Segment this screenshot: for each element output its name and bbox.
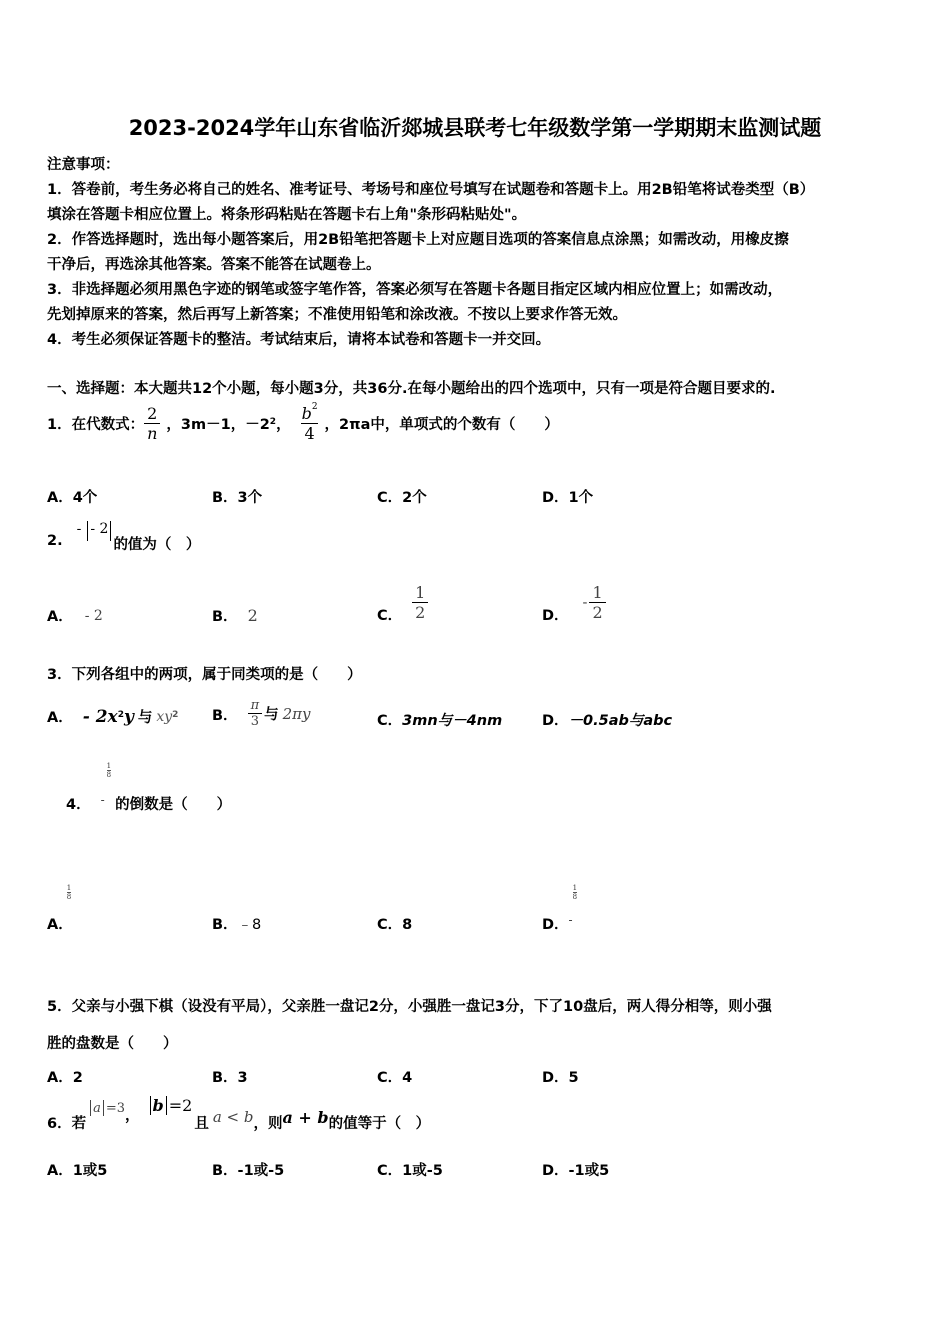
q5-option-a: A．2 — [47, 1070, 83, 1086]
q4-d-label: D． — [542, 917, 569, 933]
q4-b-value: ﹣8 — [237, 917, 262, 933]
q4-a-num: 1 — [66, 884, 72, 892]
q2-option-d — [542, 580, 606, 625]
q3-a-with: 与 — [137, 710, 153, 726]
question-5-line-1: 5．父亲与小强下棋（设没有平局），父亲胜一盘记2分，小强胜一盘记3分，下了10盘后，两人得分相等，则小强 — [47, 999, 772, 1015]
q4-a-label: A． — [47, 917, 73, 933]
q6-inequality: a < b — [212, 1108, 254, 1126]
q6-eq3: =3 — [105, 1100, 126, 1116]
q2-d-den: 2 — [589, 602, 605, 622]
q3-b-den: 3 — [248, 713, 262, 729]
q6-option-b: B．-1或-5 — [212, 1163, 285, 1179]
q3-option-b — [212, 698, 311, 729]
q3-option-a — [47, 706, 178, 727]
q1-mid: ，3m－1，－2 — [166, 417, 270, 433]
q3-b-num: π — [250, 698, 260, 713]
notice-line: 3．非选择题必须用黑色字迹的钢笔或签字笔作答，答案必须写在答题卡各题目指定区域内相应位置上；如需改动， — [47, 282, 783, 298]
q4-num: 4． — [66, 797, 91, 813]
q6-abs-b-bar-right — [166, 1096, 167, 1115]
q2-abs-bar-left — [87, 521, 88, 541]
page-title: 2023-2024学年山东省临沂郯城县联考七年级数学第一学期期末监测试题 — [128, 116, 822, 140]
q6-sum: a + b — [282, 1108, 329, 1127]
q3-b-with: 与 — [264, 707, 279, 723]
q6-prefix: 6．若 — [47, 1116, 87, 1132]
q1-f2-num-sup: 2 — [311, 402, 318, 412]
notice-line: 填涂在答题卡相应位置上。将条形码粘贴在答题卡右上角"条形码粘贴处"。 — [47, 207, 527, 223]
q3-b-label: B． — [212, 708, 238, 724]
question-6 — [47, 1096, 431, 1133]
q2-c-den: 2 — [412, 602, 428, 622]
q6-abs-a — [88, 1100, 125, 1116]
notice-line: 先划掉原来的答案，然后再写上新答案；不准使用铅笔和涂改液。不按以上要求作答无效。 — [47, 307, 627, 323]
notice-heading: 注意事项： — [47, 157, 120, 173]
q4-c-label: C． — [377, 917, 403, 933]
q1-fraction-2-over-n — [144, 404, 160, 443]
q6-and: 且 — [194, 1116, 209, 1132]
q2-option-c — [377, 580, 428, 625]
q2-expr-minus: - — [76, 521, 82, 537]
q4-d-fraction — [573, 884, 577, 901]
notice-line: 1．答卷前，考生务必将自己的姓名、准考证号、考场号和座位号填写在试题卷和答题卡上。用2B铅笔将试卷类型（B） — [47, 182, 815, 198]
section-heading: 一、选择题：本大题共12个小题，每小题3分，共36分.在每小题给出的四个选项中，只有一项是符合题目要求的. — [47, 381, 776, 397]
q2-a-label: A． — [47, 609, 73, 625]
q3-c-text: 3mn与－4nm — [402, 713, 503, 729]
question-4 — [66, 762, 231, 814]
q2-num: 2. — [47, 533, 63, 549]
q3-b-fraction — [248, 698, 263, 729]
q2-c-num: 1 — [415, 583, 426, 602]
q4-a-den: 8 — [66, 893, 72, 901]
q1-f2-num: b — [301, 404, 312, 423]
q6-abs-a-bar-right — [103, 1100, 104, 1116]
q4-minus: - — [100, 793, 105, 807]
q4-option-a — [47, 884, 71, 934]
q6-abs-a-var: a — [93, 1100, 101, 1116]
q5-option-d: D．5 — [542, 1070, 579, 1086]
q6-comma: ， — [125, 1108, 140, 1124]
q2-a-value: - 2 — [84, 607, 103, 624]
q6-abs-a-bar-left — [90, 1100, 91, 1116]
q2-suffix: 的值为（ ） — [113, 537, 201, 553]
q6-option-a: A．1或5 — [47, 1163, 108, 1179]
q3-d-text: －0.5ab与abc — [568, 713, 673, 729]
q2-b-label: B． — [212, 609, 238, 625]
q3-d-label: D． — [542, 713, 569, 729]
q6-then: ，则 — [253, 1116, 283, 1132]
q3-a-expr1: - 2x — [82, 706, 118, 727]
q3-option-d — [542, 709, 672, 730]
q6-abs-b — [148, 1096, 193, 1115]
q3-a-sup1: 2 — [117, 709, 124, 720]
q2-option-a — [47, 605, 103, 626]
q4-a-fraction — [67, 884, 71, 901]
q4-b-label: B． — [212, 917, 238, 933]
q2-option-b — [212, 605, 258, 626]
notice-line: 4．考生必须保证答题卡的整洁。考试结束后，请将本试卷和答题卡一并交回。 — [47, 332, 551, 348]
q3-b-expr2: 2πy — [282, 704, 311, 723]
q6-suffix: 的值等于（ ） — [328, 1116, 431, 1132]
q1-option-d: D．1个 — [542, 490, 594, 506]
question-3: 3．下列各组中的两项，属于同类项的是（ ） — [47, 667, 362, 683]
q4-d-num: 1 — [572, 884, 578, 892]
q2-d-num: 1 — [592, 583, 603, 602]
q4-c-value: 8 — [402, 917, 413, 933]
q3-c-label: C． — [377, 713, 403, 729]
question-2 — [47, 521, 200, 554]
q2-d-minus: - — [582, 594, 588, 611]
q4-option-c — [377, 913, 412, 934]
q1-option-b: B．3个 — [212, 490, 263, 506]
notice-line: 2．作答选择题时，选出每小题答案后，用2B铅笔把答题卡上对应题目选项的答案信息点涂黑；如需改动，用橡皮擦 — [47, 232, 789, 248]
q4-suffix: 的倒数是（ ） — [115, 797, 232, 813]
q5-option-c: C．4 — [377, 1070, 413, 1086]
q2-b-value: 2 — [247, 606, 258, 625]
q2-c-fraction — [412, 583, 428, 622]
q1-f2-den: 4 — [301, 423, 317, 443]
q1-option-a: A．4个 — [47, 490, 98, 506]
q4-d-den: 8 — [572, 893, 578, 901]
q2-abs-bar-right — [110, 521, 111, 541]
q2-c-label: C． — [377, 608, 403, 624]
q1-option-c: C．2个 — [377, 490, 427, 506]
q4-f-num: 1 — [106, 762, 112, 770]
q1-suffix: ，2πa中，单项式的个数有（ ） — [324, 417, 559, 433]
q2-d-label: D． — [542, 608, 569, 624]
q3-a-expr2: xy — [156, 708, 173, 725]
q5-option-b: B．3 — [212, 1070, 248, 1086]
q3-a-expr1b: y — [123, 706, 134, 727]
q1-fraction-b2-over-4 — [299, 404, 321, 443]
q6-option-c: C．1或-5 — [377, 1163, 443, 1179]
q3-option-c — [377, 709, 502, 730]
notice-line: 干净后，再选涂其他答案。答案不能答在试题卷上。 — [47, 257, 381, 273]
q1-f1-den: n — [144, 423, 160, 443]
q4-d-minus: - — [568, 913, 573, 927]
q1-f1-num: 2 — [147, 404, 158, 423]
question-5-line-2: 胜的盘数是（ ） — [47, 1036, 178, 1052]
q4-fraction — [107, 762, 111, 779]
q3-a-label: A． — [47, 710, 73, 726]
q6-abs-b-var: b — [152, 1096, 164, 1115]
q2-expr-inner: - 2 — [90, 521, 109, 537]
q1-comma: ， — [276, 417, 291, 433]
question-1 — [47, 404, 559, 443]
q2-d-fraction — [589, 583, 605, 622]
q4-f-den: 8 — [106, 771, 112, 779]
q4-option-b — [212, 913, 261, 934]
q6-abs-b-bar-left — [150, 1096, 151, 1115]
q1-mid-sup: 2 — [269, 416, 277, 427]
q1-prefix: 1．在代数式： — [47, 417, 145, 433]
q6-eq2: =2 — [168, 1096, 193, 1115]
q3-a-sup2: 2 — [172, 709, 179, 720]
q4-option-d — [542, 884, 577, 934]
q6-option-d: D．-1或5 — [542, 1163, 610, 1179]
